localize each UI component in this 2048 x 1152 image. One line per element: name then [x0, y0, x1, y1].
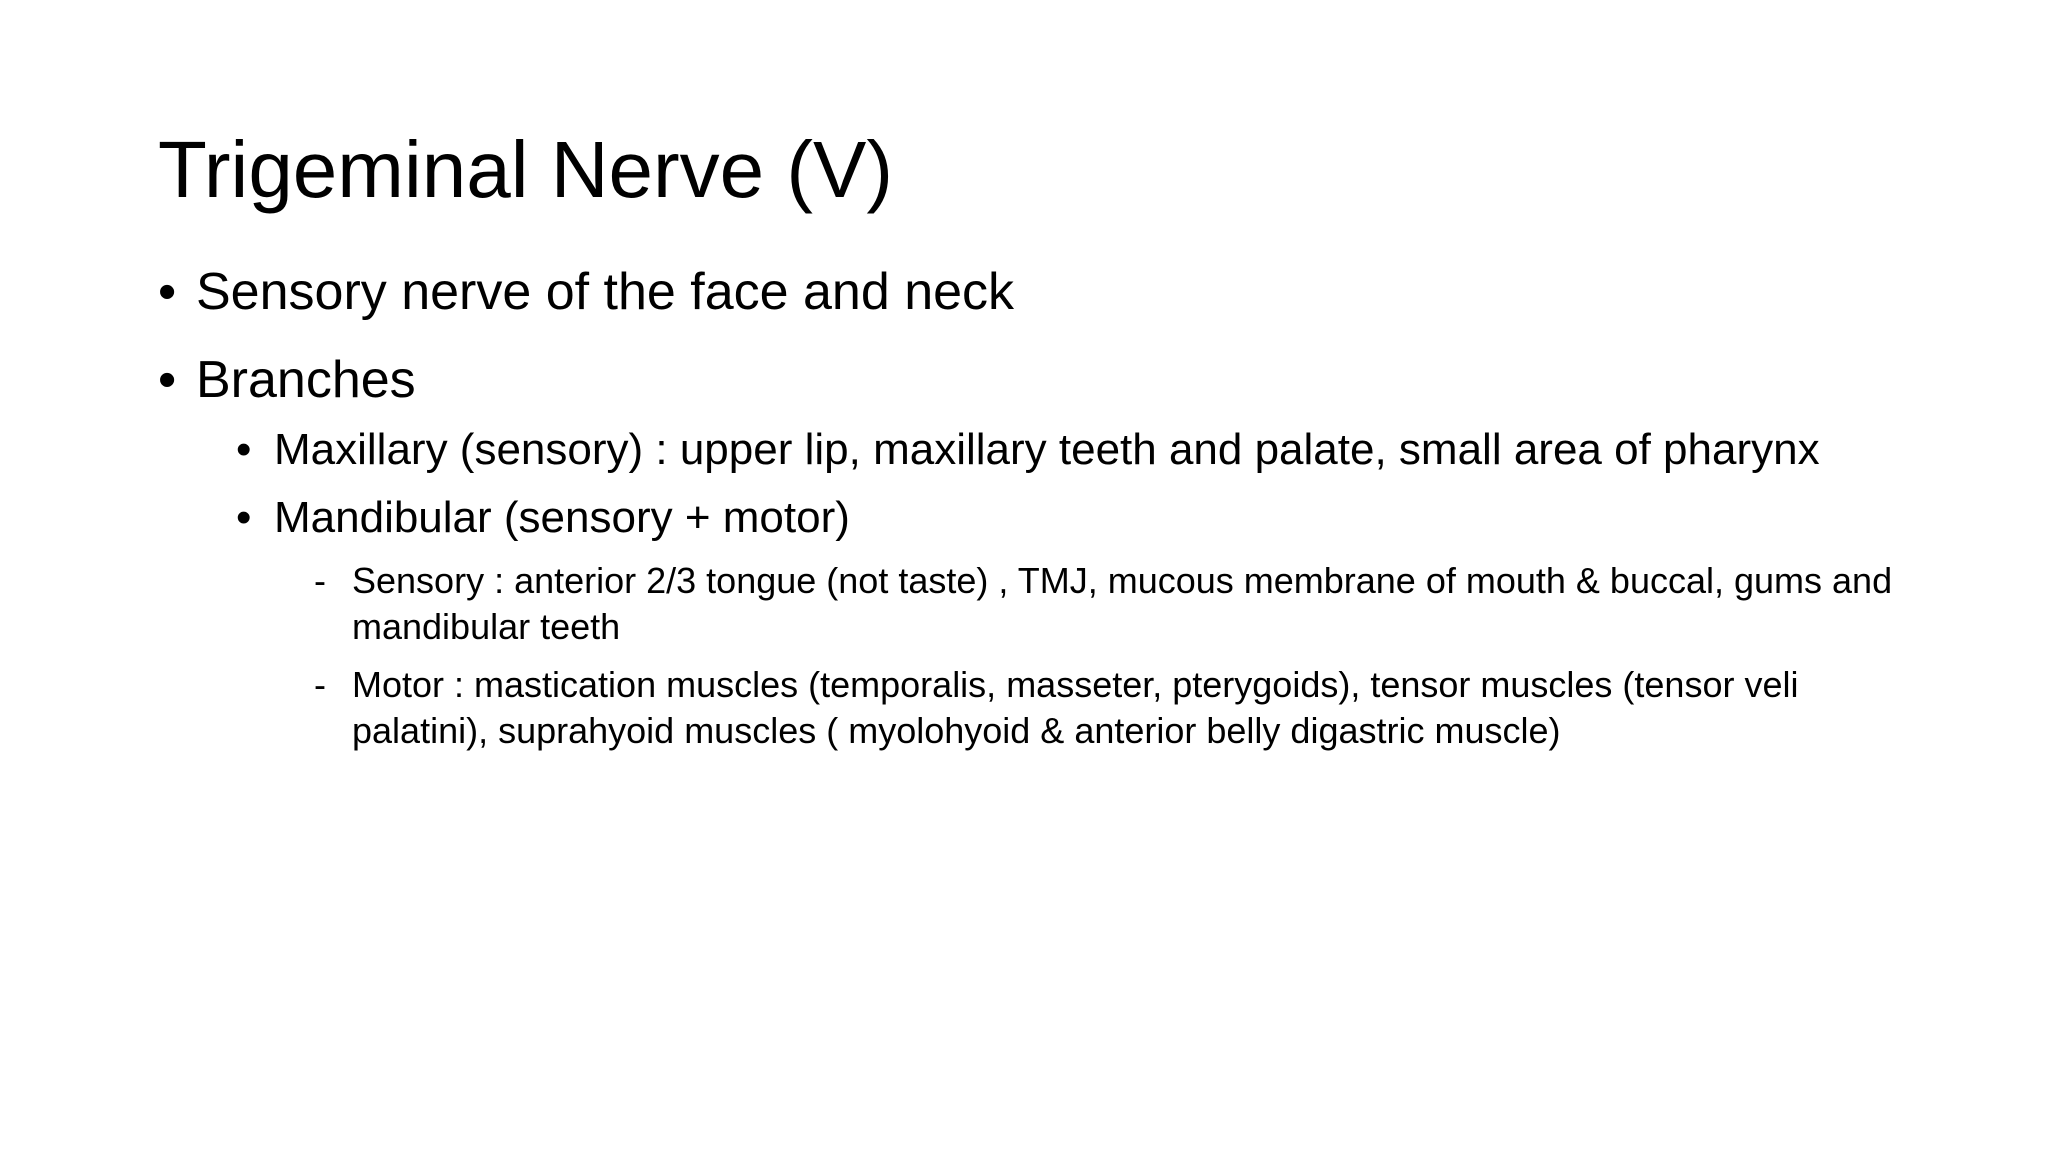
sub-item-text: Sensory : anterior 2/3 tongue (not taste) , TMJ, mucous membrane of mouth & buccal, gums and mandibular teeth [352, 560, 1893, 647]
bullet-icon: • [236, 425, 252, 474]
slide-content [158, 258, 1918, 766]
bullet-icon: • [236, 493, 252, 542]
bullet-item [158, 346, 1918, 414]
bullet-icon: • [158, 263, 177, 321]
sub-item-text: Motor : mastication muscles (temporalis, masseter, pterygoids), tensor muscles (tensor veli palatini), suprahyoid muscles ( myolohyoid & anterior belly digastric muscle) [352, 664, 1799, 751]
sub-item-motor [314, 662, 1918, 754]
branch-item-maxillary [236, 422, 1918, 478]
bullet-text: Sensory nerve of the face and neck [196, 263, 1015, 321]
bullet-item [158, 258, 1918, 326]
branch-item-mandibular [236, 490, 1918, 546]
slide-title: Trigeminal Nerve (V) [158, 125, 893, 214]
sub-item-sensory [314, 558, 1918, 650]
bullet-icon: • [158, 351, 177, 409]
bullet-text: Branches [196, 351, 416, 409]
branch-text: Maxillary (sensory) : upper lip, maxillary teeth and palate, small area of pharynx [274, 425, 1820, 474]
dash-icon: - [314, 560, 326, 601]
dash-icon: - [314, 664, 326, 705]
branch-text: Mandibular (sensory + motor) [274, 493, 850, 542]
